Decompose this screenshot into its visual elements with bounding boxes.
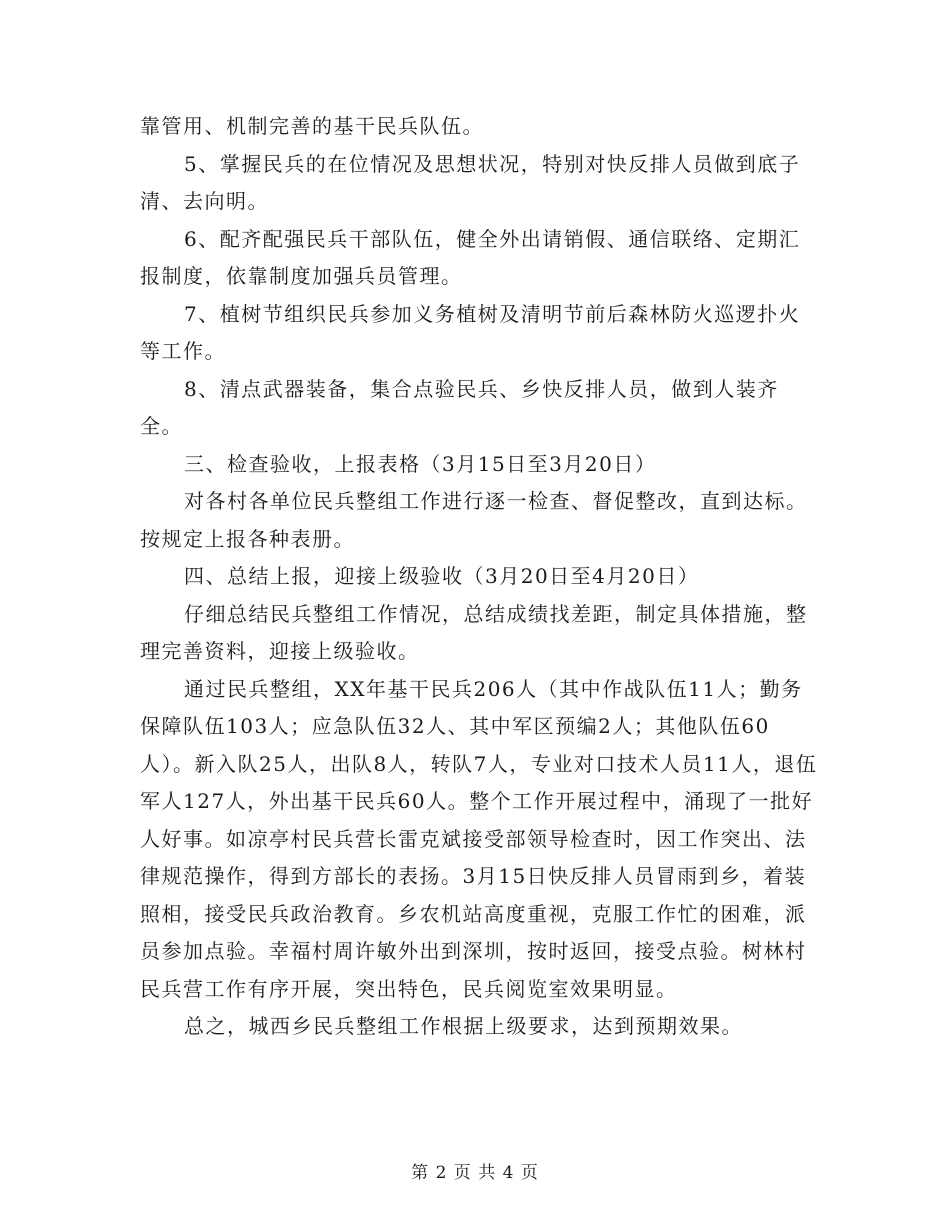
section-heading-4: 四、总结上报，迎接上级验收（3月20日至4月20日）	[184, 564, 700, 588]
document-body	[140, 108, 820, 1046]
paragraph-continuation: 靠管用、机制完善的基干民兵队伍。	[140, 114, 484, 138]
paragraph-results-summary: 通过民兵整组，XX年基干民兵206人（其中作战队伍11人；勤务保障队伍103人；应急队伍32人、其中军区预编2人；其他队伍60人）。新入队25人，出队8人，转队7人，专业对口技术人员11人，退伍军人127人，外出基干民兵60人。整个工作开展过程中，涌现了一批好人好事。如凉亭村民兵营长雷克斌接受部领导检查时，因工作突出、法律规范操作，得到方部长的表扬。3月15日快反排人员冒雨到乡，着装照相，接受民兵政治教育。乡农机站高度重视，克服工作忙的困难，派员参加点验。幸福村周许敏外出到深圳，按时返回，接受点验。树林村民兵营工作有序开展，突出特色，民兵阅览室效果明显。	[140, 676, 818, 1001]
page-number-label: 第 2 页 共 4 页	[411, 1163, 539, 1183]
paragraph-section-3-body: 对各村各单位民兵整组工作进行逐一检查、督促整改，直到达标。按规定上报各种表册。	[140, 489, 808, 551]
page-footer	[0, 1158, 950, 1183]
section-heading-3: 三、检查验收，上报表格（3月15日至3月20日）	[184, 451, 657, 476]
paragraph-item-6: 6、配齐配强民兵干部队伍，健全外出请销假、通信联络、定期汇报制度，依靠制度加强兵员管理。	[140, 226, 801, 288]
paragraph-item-7: 7、植树节组织民兵参加义务植树及清明节前后森林防火巡逻扑火等工作。	[140, 301, 801, 363]
paragraph-item-5: 5、掌握民兵的在位情况及思想状况，特别对快反排人员做到底子清、去向明。	[140, 151, 801, 213]
paragraph-item-8: 8、清点武器装备，集合点验民兵、乡快反排人员，做到人装齐全。	[140, 376, 779, 438]
paragraph-conclusion: 总之，城西乡民兵整组工作根据上级要求，达到预期效果。	[184, 1014, 743, 1038]
paragraph-section-4-body: 仔细总结民兵整组工作情况，总结成绩找差距，制定具体措施，整理完善资料，迎接上级验收。	[140, 601, 808, 663]
